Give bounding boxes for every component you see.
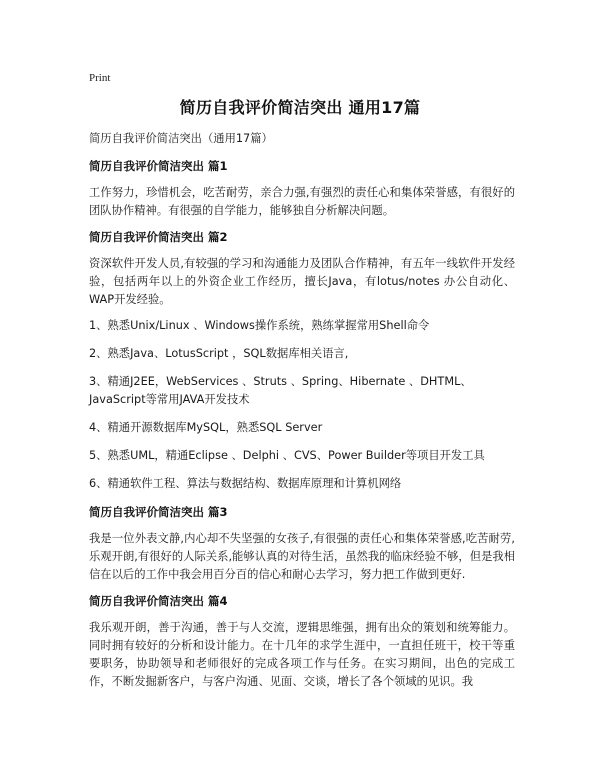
section-1 xyxy=(89,157,515,220)
list-item: 4、精通开源数据库MySQL，熟悉SQL Server xyxy=(89,421,323,434)
section-heading: 简历自我评价简洁突出 篇1 xyxy=(89,159,228,173)
list-item: 6、精通软件工程、算法与数据结构、数据库原理和计算机网络 xyxy=(89,477,402,490)
list-item: 3、精通J2EE，WebServices 、Struts 、Spring、Hibernate 、DHTML、JavaScript等常用JAVA开发技术 xyxy=(89,375,472,406)
document-body xyxy=(89,130,515,699)
section-paragraph: 我是一位外表文静,内心却不失坚强的女孩子,有很强的责任心和集体荣誉感,吃苦耐劳,乐观开朗,有很好的人际关系,能够认真的对待生活，虽然我的临床经验不够，但是我相信在以后的工作中我会用百分百的信心和耐心去学习，努力把工作做到更好. xyxy=(89,532,515,581)
section-heading: 简历自我评价简洁突出 篇2 xyxy=(89,230,228,244)
section-paragraph: 工作努力，珍惜机会，吃苦耐劳，亲合力强,有强烈的责任心和集体荣誉感，有很好的团队协作精神。有很强的自学能力，能够独自分析解决问题。 xyxy=(89,186,515,217)
section-4 xyxy=(89,592,515,691)
list-item: 5、熟悉UML，精通Eclipse 、Delphi 、CVS、Power Builder等项目开发工具 xyxy=(89,449,485,462)
section-paragraph: 资深软件开发人员,有较强的学习和沟通能力及团队合作精神，有五年一线软件开发经验，包括两年以上的外资企业工作经历，擅长Java，有lotus/notes 办公自动化、WAP开发经验。 xyxy=(89,257,515,306)
document-title: 简历自我评价简洁突出 通用17篇 xyxy=(179,98,421,117)
section-heading: 简历自我评价简洁突出 篇4 xyxy=(89,594,228,608)
section-3 xyxy=(89,503,515,584)
section-paragraph: 我乐观开朗，善于沟通，善于与人交流，逻辑思维强，拥有出众的策划和统筹能力。同时拥有较好的分析和设计能力。在十几年的求学生涯中，一直担任班干，校干等重要职务，协助领导和老师很好的完成各项工作与任务。在实习期间，出色的完成工作，不断发掘新客户，与客户沟通、见面、交谈，增长了各个领域的见识。我 xyxy=(89,621,515,688)
document-subtitle: 简历自我评价简洁突出（通用17篇） xyxy=(89,132,273,145)
section-2 xyxy=(89,228,515,493)
list-item: 2、熟悉Java、LotusScript ，SQL数据库相关语言, xyxy=(89,347,349,360)
print-label[interactable]: Print xyxy=(89,72,111,84)
list-item: 1、熟悉Unix/Linux 、Windows操作系统，熟练掌握常用Shell命令 xyxy=(89,319,430,332)
section-heading: 简历自我评价简洁突出 篇3 xyxy=(89,505,228,519)
